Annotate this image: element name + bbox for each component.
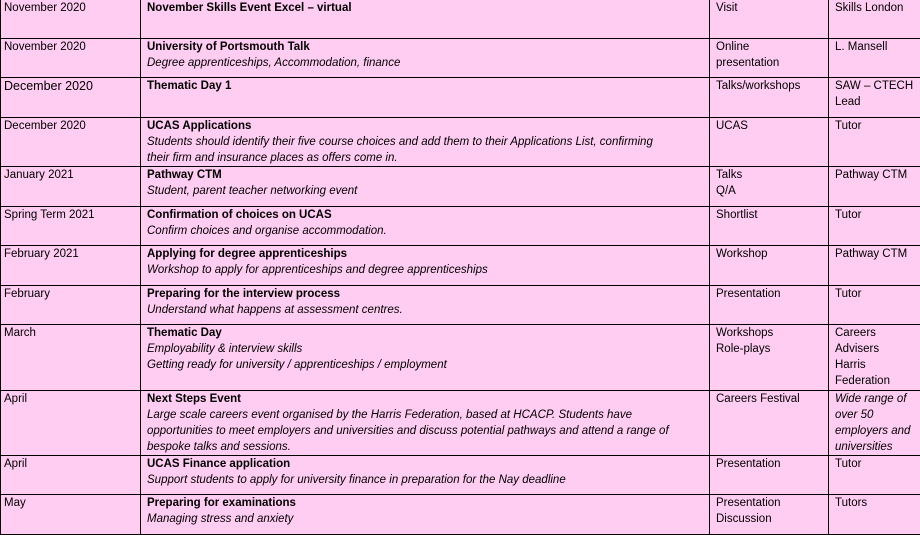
format-cell xyxy=(710,39,829,78)
provider-text: Tutors xyxy=(835,495,918,511)
format-cell xyxy=(710,456,829,495)
format-cell xyxy=(710,207,829,246)
format-cell xyxy=(710,0,829,39)
format-cell xyxy=(710,246,829,286)
activity-cell xyxy=(141,246,710,286)
table-row xyxy=(1,39,920,78)
provider-cell xyxy=(829,325,920,391)
provider-cell xyxy=(829,118,920,167)
date-cell xyxy=(1,456,141,495)
activity-cell xyxy=(141,325,710,391)
table-row xyxy=(1,495,920,535)
activity-description: Managing stress and anxiety xyxy=(147,511,706,527)
provider-cell xyxy=(829,0,920,39)
format-text: Discussion xyxy=(716,511,825,527)
activity-title: Preparing for examinations xyxy=(147,495,706,511)
format-text: presentation xyxy=(716,55,825,71)
activity-description: their firm and insurance places as offers come in. xyxy=(147,150,706,166)
activity-description: Understand what happens at assessment centres. xyxy=(147,302,706,318)
date-text: April xyxy=(4,458,27,470)
activity-title: University of Portsmouth Talk xyxy=(147,39,706,55)
activity-title: UCAS Finance application xyxy=(147,456,706,472)
provider-text: Pathway CTM xyxy=(835,246,918,262)
activity-cell xyxy=(141,167,710,207)
activity-title: November Skills Event Excel – virtual xyxy=(147,0,706,16)
table-row xyxy=(1,246,920,286)
format-cell xyxy=(710,325,829,391)
provider-cell xyxy=(829,286,920,325)
activity-description: opportunities to meet employers and universities and discuss potential pathways and attend a range of xyxy=(147,423,706,439)
format-text: Visit xyxy=(716,0,825,16)
provider-text: SAW – CTECH xyxy=(835,78,918,94)
provider-text: over 50 xyxy=(835,407,918,423)
table-row xyxy=(1,391,920,456)
provider-cell xyxy=(829,207,920,246)
format-text: Q/A xyxy=(716,183,825,199)
activity-description: Students should identify their five course choices and add them to their Applications List, confirming xyxy=(147,134,706,150)
activity-description: Getting ready for university / apprenticeships / employment xyxy=(147,357,706,373)
date-text: December 2020 xyxy=(4,120,86,132)
activity-cell xyxy=(141,78,710,118)
activity-description: Employability & interview skills xyxy=(147,341,706,357)
date-cell xyxy=(1,0,141,39)
provider-text: Tutor xyxy=(835,207,918,223)
format-text: Presentation xyxy=(716,456,825,472)
provider-text: Harris xyxy=(835,357,918,373)
table-row xyxy=(1,207,920,246)
activity-cell xyxy=(141,0,710,39)
format-text: Online xyxy=(716,39,825,55)
activity-cell xyxy=(141,391,710,456)
provider-text: Wide range of xyxy=(835,391,918,407)
provider-text: Tutor xyxy=(835,118,918,134)
table-row xyxy=(1,0,920,39)
table-row xyxy=(1,456,920,495)
activity-title: Applying for degree apprenticeships xyxy=(147,246,706,262)
activity-cell xyxy=(141,456,710,495)
format-text: UCAS xyxy=(716,118,825,134)
activity-title: Pathway CTM xyxy=(147,167,706,183)
table-row xyxy=(1,78,920,118)
format-cell xyxy=(710,391,829,456)
date-text: February 2021 xyxy=(4,248,79,260)
format-text: Workshop xyxy=(716,246,825,262)
date-text: November 2020 xyxy=(4,41,86,53)
date-text: Spring Term 2021 xyxy=(4,209,95,221)
date-text: February xyxy=(4,288,50,300)
activity-description: Workshop to apply for apprenticeships and degree apprenticeships xyxy=(147,262,706,278)
format-cell xyxy=(710,167,829,207)
date-cell xyxy=(1,495,141,535)
provider-cell xyxy=(829,495,920,535)
table-body xyxy=(1,0,920,535)
format-cell xyxy=(710,78,829,118)
date-text: May xyxy=(4,497,26,509)
activity-description: Large scale careers event organised by the Harris Federation, based at HCACP. Students have xyxy=(147,407,706,423)
date-text: December 2020 xyxy=(4,79,93,93)
provider-text: Pathway CTM xyxy=(835,167,918,183)
provider-text: Skills London xyxy=(835,0,918,16)
date-cell xyxy=(1,118,141,167)
date-text: November 2020 xyxy=(4,2,86,14)
date-cell xyxy=(1,286,141,325)
activity-cell xyxy=(141,286,710,325)
format-text: Presentation xyxy=(716,495,825,511)
date-cell xyxy=(1,246,141,286)
date-cell xyxy=(1,207,141,246)
format-text: Shortlist xyxy=(716,207,825,223)
format-text: Careers Festival xyxy=(716,391,825,407)
activity-description: Confirm choices and organise accommodation. xyxy=(147,223,706,239)
activity-title: Next Steps Event xyxy=(147,391,706,407)
activity-description: bespoke talks and sessions. xyxy=(147,439,706,455)
table-row xyxy=(1,118,920,167)
activity-description: Student, parent teacher networking event xyxy=(147,183,706,199)
format-text: Role-plays xyxy=(716,341,825,357)
provider-text: Advisers xyxy=(835,341,918,357)
format-text: Workshops xyxy=(716,325,825,341)
table-row xyxy=(1,325,920,391)
activity-title: Thematic Day 1 xyxy=(147,78,706,94)
provider-cell xyxy=(829,391,920,456)
activity-description: Degree apprenticeships, Accommodation, finance xyxy=(147,55,706,71)
activity-cell xyxy=(141,39,710,78)
activity-title: Confirmation of choices on UCAS xyxy=(147,207,706,223)
date-cell xyxy=(1,167,141,207)
provider-text: employers and xyxy=(835,423,918,439)
activity-cell xyxy=(141,207,710,246)
provider-text: Tutor xyxy=(835,286,918,302)
activity-title: Thematic Day xyxy=(147,325,706,341)
format-text: Talks xyxy=(716,167,825,183)
format-cell xyxy=(710,118,829,167)
format-cell xyxy=(710,495,829,535)
activity-description: Support students to apply for university finance in preparation for the Nay deadline xyxy=(147,472,706,488)
activity-cell xyxy=(141,495,710,535)
activity-title: Preparing for the interview process xyxy=(147,286,706,302)
table-row xyxy=(1,286,920,325)
provider-text: universities xyxy=(835,439,918,455)
provider-cell xyxy=(829,167,920,207)
activity-title: UCAS Applications xyxy=(147,118,706,134)
date-text: March xyxy=(4,327,36,339)
date-text: January 2021 xyxy=(4,169,74,181)
provider-text: L. Mansell xyxy=(835,39,918,55)
date-text: April xyxy=(4,393,27,405)
provider-text: Federation xyxy=(835,373,918,389)
table-row xyxy=(1,167,920,207)
date-cell xyxy=(1,78,141,118)
provider-text: Lead xyxy=(835,94,918,110)
provider-cell xyxy=(829,39,920,78)
provider-cell xyxy=(829,246,920,286)
format-text: Talks/workshops xyxy=(716,78,825,94)
provider-text: Tutor xyxy=(835,456,918,472)
format-text: Presentation xyxy=(716,286,825,302)
provider-cell xyxy=(829,78,920,118)
provider-text: Careers xyxy=(835,325,918,341)
format-cell xyxy=(710,286,829,325)
date-cell xyxy=(1,39,141,78)
date-cell xyxy=(1,391,141,456)
provider-cell xyxy=(829,456,920,495)
activity-cell xyxy=(141,118,710,167)
date-cell xyxy=(1,325,141,391)
